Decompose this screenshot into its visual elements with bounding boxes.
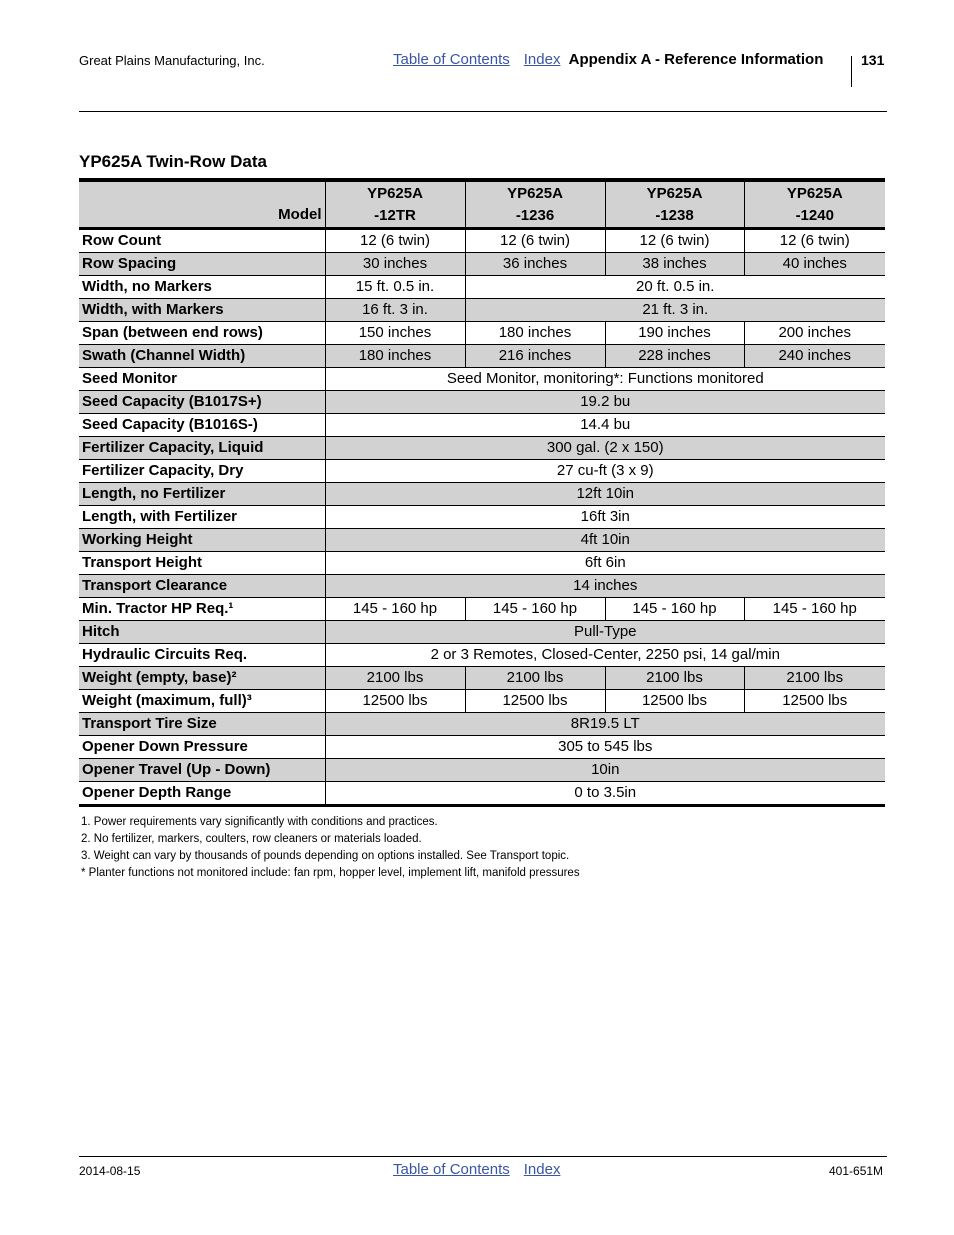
table-row xyxy=(79,759,885,782)
row-label: Hydraulic Circuits Req. xyxy=(79,644,325,667)
table-cell: 0 to 3.5in xyxy=(325,782,885,806)
table-cell: 14.4 bu xyxy=(325,414,885,437)
table-cell: 10in xyxy=(325,759,885,782)
model-header: YP625A -1238 xyxy=(605,180,744,229)
table-row xyxy=(79,229,885,253)
table-row xyxy=(79,782,885,806)
footer-rule xyxy=(79,1156,887,1157)
table-cell: 4ft 10in xyxy=(325,529,885,552)
company-name: Great Plains Manufacturing, Inc. xyxy=(79,53,265,68)
row-label: Weight (empty, base)² xyxy=(79,667,325,690)
table-row xyxy=(79,345,885,368)
table-cell: 16 ft. 3 in. xyxy=(325,299,465,322)
table-cell: 180 inches xyxy=(465,322,605,345)
table-row xyxy=(79,414,885,437)
table-cell: 145 - 160 hp xyxy=(325,598,465,621)
table-row xyxy=(79,690,885,713)
row-label: Transport Height xyxy=(79,552,325,575)
table-cell: 2100 lbs xyxy=(325,667,465,690)
row-label: Opener Down Pressure xyxy=(79,736,325,759)
footnotes xyxy=(81,814,580,882)
table-cell: 228 inches xyxy=(605,345,744,368)
table-row xyxy=(79,506,885,529)
table-cell: 145 - 160 hp xyxy=(605,598,744,621)
row-label: Seed Monitor xyxy=(79,368,325,391)
table-cell: 20 ft. 0.5 in. xyxy=(465,276,885,299)
table-cell: 12500 lbs xyxy=(325,690,465,713)
table-row xyxy=(79,276,885,299)
row-label: Hitch xyxy=(79,621,325,644)
table-cell: 12500 lbs xyxy=(465,690,605,713)
table-cell: 200 inches xyxy=(744,322,885,345)
model-header: YP625A -1236 xyxy=(465,180,605,229)
table-cell: 216 inches xyxy=(465,345,605,368)
table-cell: 8R19.5 LT xyxy=(325,713,885,736)
table-cell: 16ft 3in xyxy=(325,506,885,529)
header-divider xyxy=(851,56,852,87)
row-label: Swath (Channel Width) xyxy=(79,345,325,368)
table-cell: 14 inches xyxy=(325,575,885,598)
table-cell: 12 (6 twin) xyxy=(325,229,465,253)
table-cell: Pull-Type xyxy=(325,621,885,644)
spec-table xyxy=(79,178,885,807)
row-label: Width, with Markers xyxy=(79,299,325,322)
header-rule xyxy=(79,111,887,112)
table-cell: 6ft 6in xyxy=(325,552,885,575)
table-row xyxy=(79,644,885,667)
table-row xyxy=(79,322,885,345)
page-title: YP625A Twin-Row Data xyxy=(79,152,267,171)
model-header: YP625A -1240 xyxy=(744,180,885,229)
table-cell: 12 (6 twin) xyxy=(465,229,605,253)
table-row xyxy=(79,713,885,736)
document-number: 401-651M xyxy=(829,1164,884,1178)
table-row xyxy=(79,529,885,552)
table-row xyxy=(79,253,885,276)
table-row xyxy=(79,552,885,575)
header-nav xyxy=(393,51,823,68)
table-cell: Seed Monitor, monitoring*: Functions monitored xyxy=(325,368,885,391)
header-toc-link[interactable]: Table of Contents xyxy=(393,51,510,68)
table-row xyxy=(79,621,885,644)
table-cell: 305 to 545 lbs xyxy=(325,736,885,759)
row-label: Opener Travel (Up - Down) xyxy=(79,759,325,782)
table-row xyxy=(79,299,885,322)
table-header-row xyxy=(79,180,885,229)
table-row xyxy=(79,368,885,391)
table-cell: 145 - 160 hp xyxy=(744,598,885,621)
table-cell: 15 ft. 0.5 in. xyxy=(325,276,465,299)
footnote: 1. Power requirements vary significantly with conditions and practices. xyxy=(81,816,438,828)
row-label: Fertilizer Capacity, Dry xyxy=(79,460,325,483)
table-row xyxy=(79,483,885,506)
row-label: Opener Depth Range xyxy=(79,782,325,806)
footnote: 3. Weight can vary by thousands of pounds depending on options installed. See Transport topic. xyxy=(81,850,570,862)
row-label: Width, no Markers xyxy=(79,276,325,299)
header-label: Model xyxy=(79,180,325,229)
row-label: Row Spacing xyxy=(79,253,325,276)
table-cell: 2100 lbs xyxy=(465,667,605,690)
row-label: Row Count xyxy=(79,229,325,253)
table-row xyxy=(79,598,885,621)
table-cell: 30 inches xyxy=(325,253,465,276)
table-cell: 145 - 160 hp xyxy=(465,598,605,621)
table-cell: 12500 lbs xyxy=(605,690,744,713)
table-row xyxy=(79,391,885,414)
row-label: Span (between end rows) xyxy=(79,322,325,345)
row-label: Length, with Fertilizer xyxy=(79,506,325,529)
table-cell: 27 cu-ft (3 x 9) xyxy=(325,460,885,483)
table-cell: 240 inches xyxy=(744,345,885,368)
table-row xyxy=(79,437,885,460)
table-cell: 150 inches xyxy=(325,322,465,345)
page-number: 131 xyxy=(861,52,885,68)
row-label: Transport Tire Size xyxy=(79,713,325,736)
table-cell: 300 gal. (2 x 150) xyxy=(325,437,885,460)
section-title-header: Appendix A - Reference Information xyxy=(568,51,824,68)
footnote: 2. No fertilizer, markers, coulters, row cleaners or materials loaded. xyxy=(81,833,422,845)
table-cell: 12500 lbs xyxy=(744,690,885,713)
table-cell: 180 inches xyxy=(325,345,465,368)
table-cell: 190 inches xyxy=(605,322,744,345)
table-cell: 36 inches xyxy=(465,253,605,276)
row-label: Weight (maximum, full)³ xyxy=(79,690,325,713)
row-label: Seed Capacity (B1017S+) xyxy=(79,391,325,414)
row-label: Seed Capacity (B1016S-) xyxy=(79,414,325,437)
row-label: Fertilizer Capacity, Liquid xyxy=(79,437,325,460)
table-row xyxy=(79,667,885,690)
table-row xyxy=(79,575,885,598)
table-cell: 38 inches xyxy=(605,253,744,276)
row-label: Transport Clearance xyxy=(79,575,325,598)
footnote: * Planter functions not monitored include: fan rpm, hopper level, implement lift, manifold pressures xyxy=(81,867,580,879)
footer-nav xyxy=(393,1161,560,1178)
table-cell: 21 ft. 3 in. xyxy=(465,299,885,322)
footer-date: 2014-08-15 xyxy=(79,1164,141,1178)
table-cell: 2100 lbs xyxy=(605,667,744,690)
table-cell: 2100 lbs xyxy=(744,667,885,690)
footer-index-link[interactable]: Index xyxy=(523,1161,561,1178)
table-cell: 12ft 10in xyxy=(325,483,885,506)
row-label: Length, no Fertilizer xyxy=(79,483,325,506)
table-cell: 2 or 3 Remotes, Closed-Center, 2250 psi, 14 gal/min xyxy=(325,644,885,667)
table-cell: 12 (6 twin) xyxy=(744,229,885,253)
row-label: Min. Tractor HP Req.¹ xyxy=(79,598,325,621)
table-cell: 40 inches xyxy=(744,253,885,276)
row-label: Working Height xyxy=(79,529,325,552)
model-header: YP625A -12TR xyxy=(325,180,465,229)
table-cell: 19.2 bu xyxy=(325,391,885,414)
table-cell: 12 (6 twin) xyxy=(605,229,744,253)
table-row xyxy=(79,736,885,759)
footer-toc-link[interactable]: Table of Contents xyxy=(393,1161,510,1178)
header-index-link[interactable]: Index xyxy=(523,51,561,68)
table-row xyxy=(79,460,885,483)
